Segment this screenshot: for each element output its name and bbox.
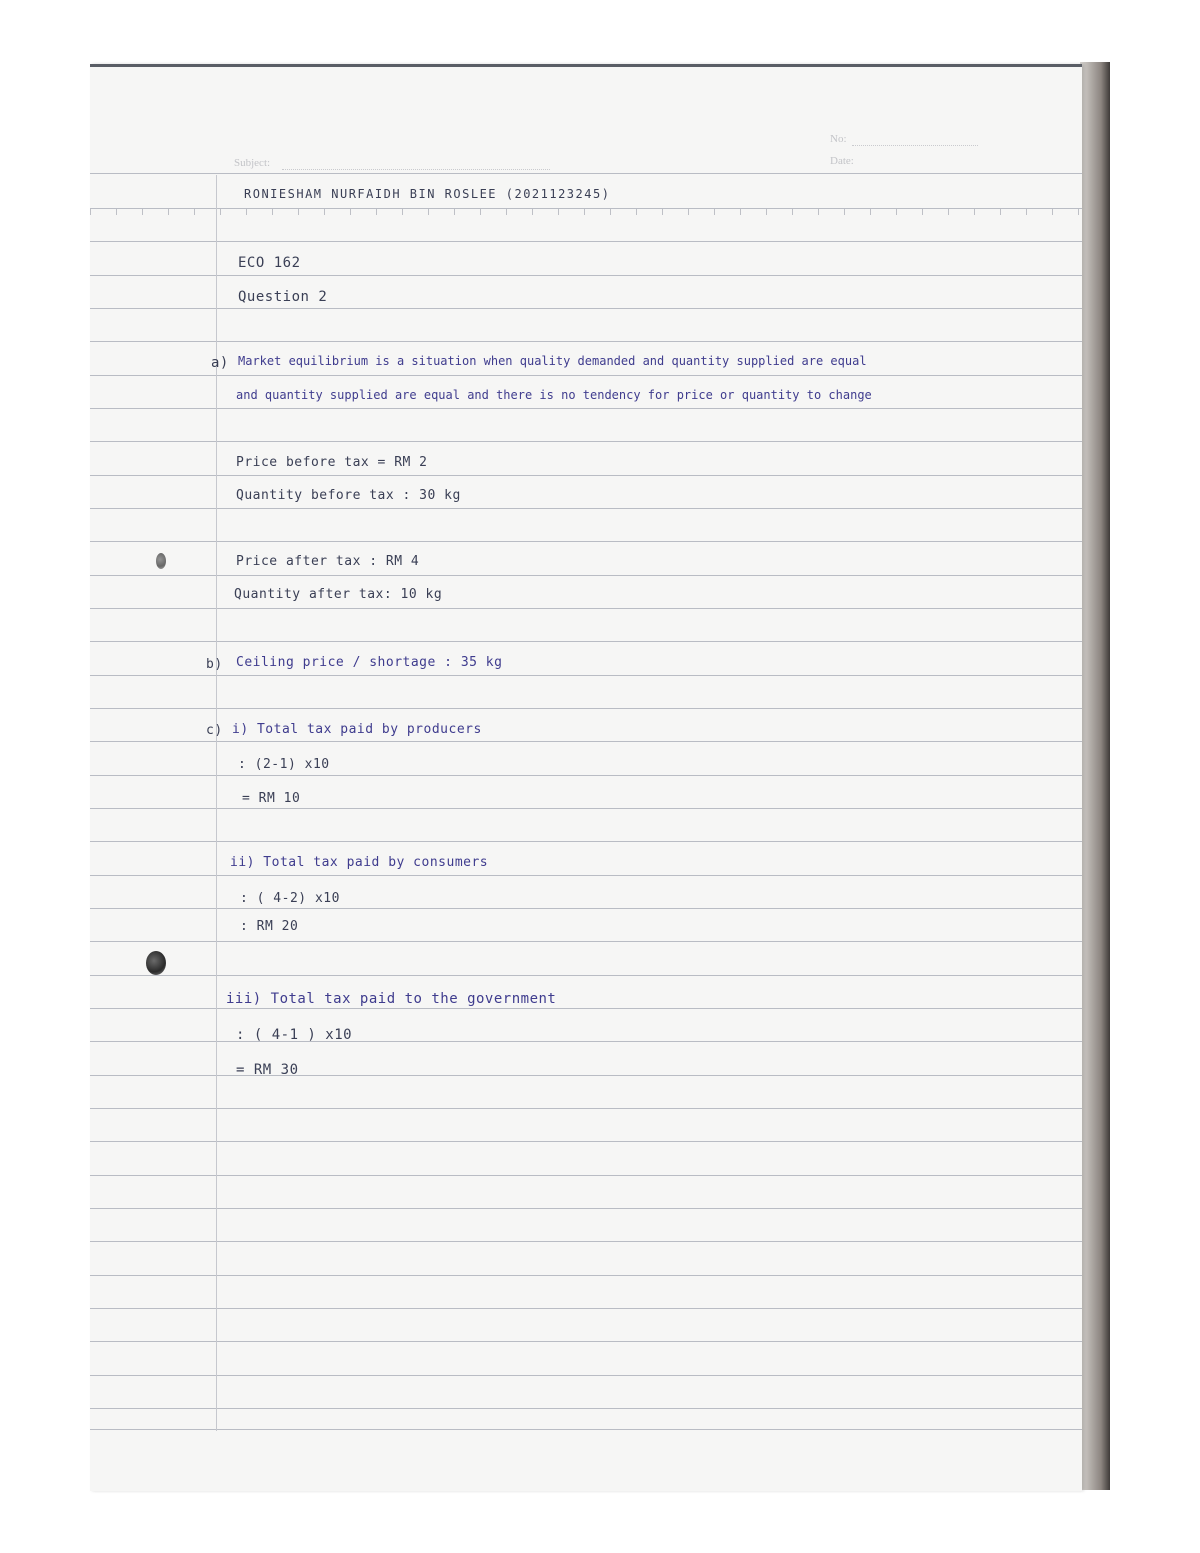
question-number: Question 2 — [238, 289, 328, 305]
tax-producers-calc: : (2-1) x10 — [238, 757, 330, 772]
tax-government-title: iii) Total tax paid to the government — [226, 991, 557, 1007]
rule-line — [90, 341, 1082, 342]
rule-line — [90, 875, 1082, 876]
tax-producers-title: i) Total tax paid by producers — [232, 722, 482, 737]
punch-hole-mark — [156, 553, 166, 569]
tax-consumers-result: : RM 20 — [240, 919, 299, 934]
rule-line — [90, 808, 1082, 809]
rule-line — [90, 841, 1082, 842]
tax-consumers-calc: : ( 4-2) x10 — [240, 891, 340, 906]
tax-government-calc: : ( 4-1 ) x10 — [236, 1027, 353, 1043]
student-name-id: RONIESHAM NURFAIDH BIN ROSLEE (2021123245) — [244, 187, 611, 201]
rule-line — [90, 741, 1082, 742]
quantity-before-tax: Quantity before tax : 30 kg — [236, 488, 461, 503]
rule-line — [90, 975, 1082, 976]
punch-hole-mark — [146, 951, 166, 975]
no-dotted-line — [852, 145, 978, 146]
rule-line — [90, 475, 1082, 476]
rule-line — [90, 1241, 1082, 1242]
ceiling-price-shortage: Ceiling price / shortage : 35 kg — [236, 655, 503, 670]
rule-line — [90, 173, 1082, 174]
price-after-tax: Price after tax : RM 4 — [236, 554, 420, 569]
rule-line — [90, 441, 1082, 442]
rule-line — [90, 708, 1082, 709]
part-a-definition-line-2: and quantity supplied are equal and there is no tendency for price or quantity to change — [236, 388, 872, 402]
tick-marks — [90, 209, 1082, 215]
date-label: Date: — [830, 155, 854, 167]
course-code: ECO 162 — [238, 255, 301, 271]
page-edge-shadow — [1080, 62, 1110, 1490]
rule-line — [90, 608, 1082, 609]
part-a-label: a) — [211, 355, 229, 371]
tax-government-result: = RM 30 — [236, 1062, 299, 1078]
rule-line — [90, 241, 1082, 242]
rule-line — [90, 1208, 1082, 1209]
tax-producers-result: = RM 10 — [242, 791, 301, 806]
rule-line — [90, 1429, 1082, 1430]
rule-line — [90, 1275, 1082, 1276]
quantity-after-tax: Quantity after tax: 10 kg — [234, 587, 443, 602]
rule-line — [90, 1375, 1082, 1376]
rule-line — [90, 1108, 1082, 1109]
subject-dotted-line — [282, 169, 550, 170]
part-c-label: c) — [206, 723, 223, 738]
rule-line — [90, 1308, 1082, 1309]
rule-line — [90, 1008, 1082, 1009]
part-a-definition-line-1: Market equilibrium is a situation when quality demanded and quantity supplied are equal — [238, 354, 867, 368]
rule-line — [90, 675, 1082, 676]
rule-line — [90, 508, 1082, 509]
rule-line — [90, 1141, 1082, 1142]
no-label: No: — [830, 133, 847, 145]
rule-line — [90, 941, 1082, 942]
rule-line — [90, 908, 1082, 909]
rule-line — [90, 775, 1082, 776]
rule-line — [90, 375, 1082, 376]
rule-line — [90, 641, 1082, 642]
rule-line — [90, 1341, 1082, 1342]
subject-label: Subject: — [234, 157, 271, 169]
price-before-tax: Price before tax = RM 2 — [236, 455, 428, 470]
rule-line — [90, 1408, 1082, 1409]
rule-line — [90, 1175, 1082, 1176]
tax-consumers-title: ii) Total tax paid by consumers — [230, 855, 489, 870]
rule-line — [90, 408, 1082, 409]
part-b-label: b) — [206, 657, 223, 672]
notebook-page — [90, 64, 1082, 1491]
rule-line — [90, 308, 1082, 309]
rule-line — [90, 275, 1082, 276]
rule-line — [90, 575, 1082, 576]
rule-line — [90, 541, 1082, 542]
